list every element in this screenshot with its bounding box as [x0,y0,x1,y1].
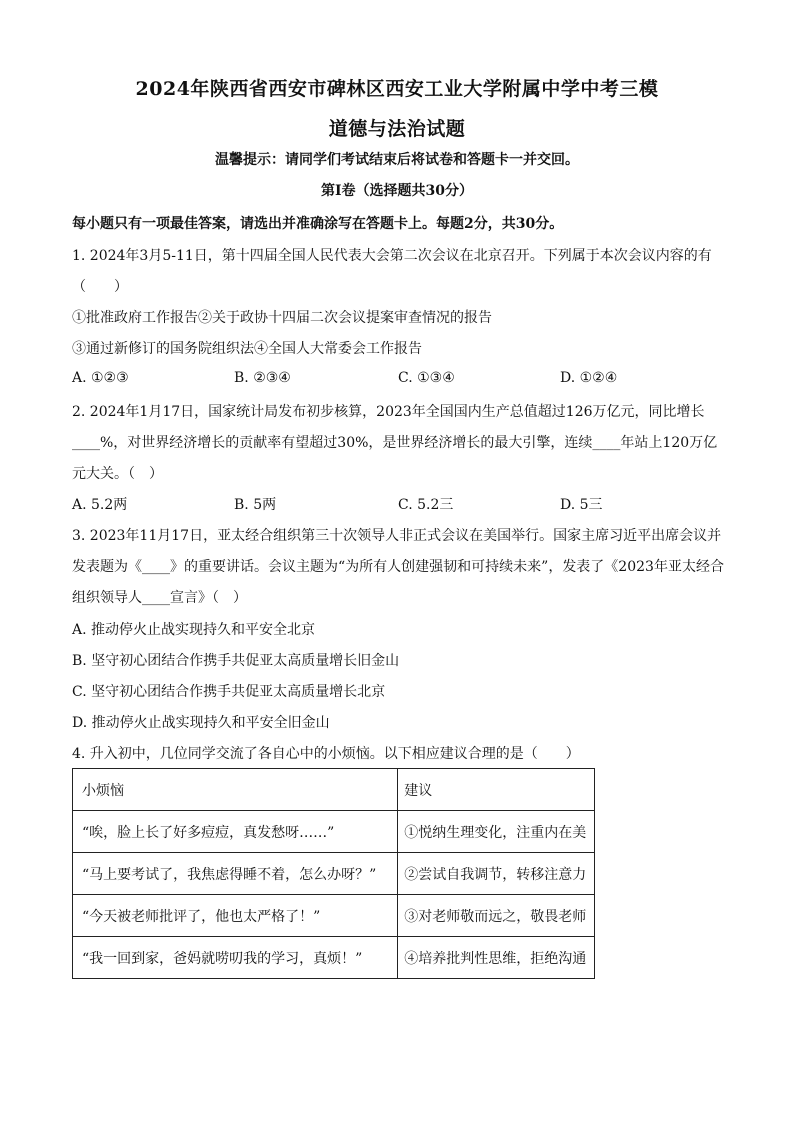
q2-option-c[interactable]: C. 5.2三 [398,497,454,513]
instructions: 每小题只有一项最佳答案，请选出并准确涂写在答题卡上。每题2分，共30分。 [72,216,564,232]
table-header-row [73,769,595,811]
exam-title: 2024年陕西省西安市碑林区西安工业大学附属中学中考三模 [135,78,659,100]
q1-statement-1: ①批准政府工作报告②关于政协十四届二次会议提案审查情况的报告 [72,310,492,326]
q1-option-b[interactable]: B. ②③④ [234,370,291,386]
q2-option-d[interactable]: D. 5三 [560,497,603,513]
q1-options [72,370,732,390]
q2-stem-line-1: 2. 2024年1月17日，国家统计局发布初步核算，2023年全国国内生产总值超过126万亿元，同比增长 [72,404,705,420]
table-row [73,853,595,895]
q4-stem: 4. 升入初中，几位同学交流了各自心中的小烦恼。以下相应建议合理的是（ ） [72,746,580,762]
q2-options [72,494,732,514]
q3-option-c[interactable]: C. 坚守初心团结合作携手共促亚太高质量增长北京 [72,684,386,700]
q2-stem-line-2: ____%，对世界经济增长的贡献率有望超过30%，是世界经济增长的最大引擎，连续____年站上120万亿 [72,435,718,451]
q2-stem-line-3: 元大关。（ ） [72,466,163,482]
table-header-cell: 小烦恼 [73,769,398,811]
q1-stem-line-2: （ ） [72,279,128,295]
table-cell: ③对老师敬而远之，敬畏老师 [398,895,595,937]
q3-stem-line-1: 3. 2023年11月17日，亚太经合组织第三十次领导人非正式会议在美国举行。国家主席习近平出席会议并 [72,528,722,544]
table-cell: ①悦纳生理变化，注重内在美 [398,811,595,853]
table-row [73,811,595,853]
q4-table [72,768,595,979]
q2-option-b[interactable]: B. 5两 [234,497,277,513]
table-cell: “今天被老师批评了，他也太严格了！” [73,895,398,937]
volume-heading: 第Ⅰ卷（选择题共30分） [320,183,474,199]
table-row [73,895,595,937]
q1-statement-2: ③通过新修订的国务院组织法④全国人大常委会工作报告 [72,341,422,357]
q3-option-b[interactable]: B. 坚守初心团结合作携手共促亚太高质量增长旧金山 [72,653,400,669]
q3-stem-line-3: 组织领导人____宣言》（ ） [72,590,247,606]
table-cell: “我一回到家，爸妈就唠叨我的学习，真烦！” [73,937,398,979]
q1-option-d[interactable]: D. ①②④ [560,370,618,386]
table-cell: “马上要考试了，我焦虑得睡不着，怎么办呀？” [73,853,398,895]
q2-option-a[interactable]: A. 5.2两 [72,497,128,513]
exam-tip: 温馨提示：请同学们考试结束后将试卷和答题卡一并交回。 [215,152,579,168]
table-row [73,937,595,979]
q1-option-c[interactable]: C. ①③④ [398,370,455,386]
q3-option-d[interactable]: D. 推动停火止战实现持久和平安全旧金山 [72,715,330,731]
table-header-cell: 建议 [398,769,595,811]
q3-stem-line-2: 发表题为《____》的重要讲话。会议主题为“为所有人创建强韧和可持续未来”，发表了《2023年亚太经合 [72,559,724,575]
exam-subject: 道德与法治试题 [328,118,466,140]
table-cell: “唉，脸上长了好多痘痘，真发愁呀……” [73,811,398,853]
table-cell: ④培养批判性思维，拒绝沟通 [398,937,595,979]
table-cell: ②尝试自我调节，转移注意力 [398,853,595,895]
q1-option-a[interactable]: A. ①②③ [72,370,129,386]
q3-option-a[interactable]: A. 推动停火止战实现持久和平安全北京 [72,622,316,638]
q1-stem-line-1: 1. 2024年3月5-11日，第十四届全国人民代表大会第二次会议在北京召开。下列属于本次会议内容的有 [72,248,712,264]
